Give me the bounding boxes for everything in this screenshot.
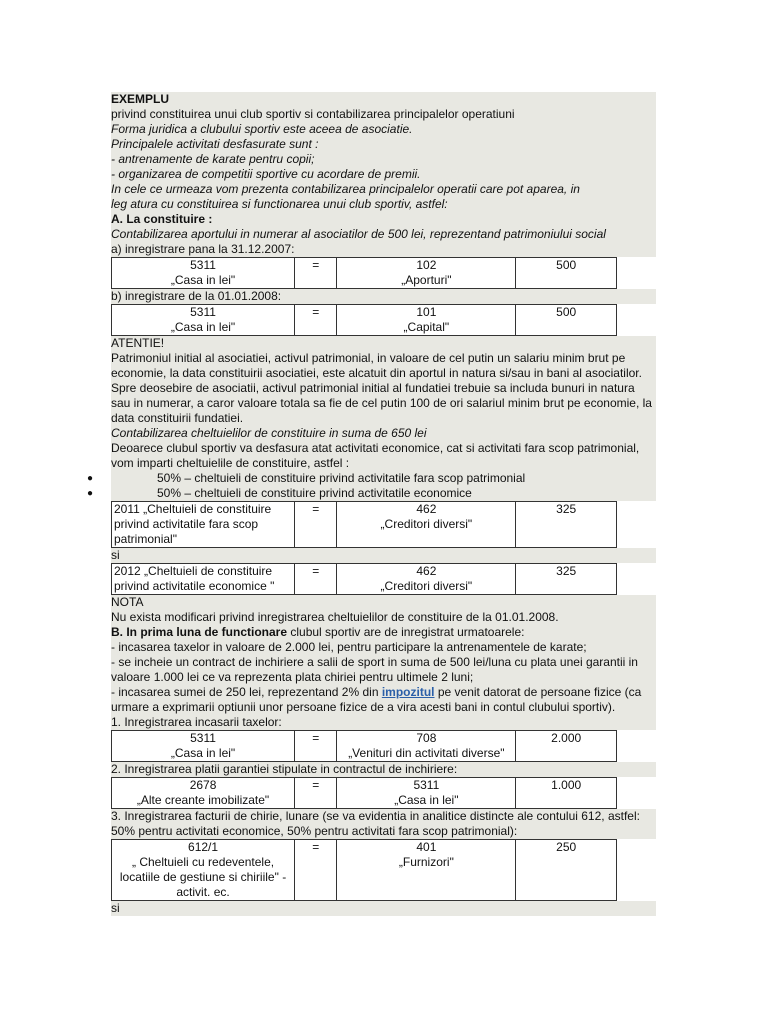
paragraph-italic: Contabilizarea cheltuielilor de constituire in suma de 650 lei	[111, 426, 656, 441]
debit-name: „Casa in lei"	[170, 746, 236, 760]
amount-cell: 2.000	[516, 731, 617, 762]
credit-cell	[337, 731, 516, 762]
debit-cell	[112, 731, 295, 762]
credit-cell	[337, 258, 516, 289]
section-a-subheading: Contabilizarea aportului in numerar al asociatilor de 500 lei, reprezentand patrimoniului social	[111, 227, 656, 242]
document-title: EXEMPLU	[111, 92, 656, 107]
document-page	[87, 92, 656, 916]
equals-cell: =	[295, 502, 337, 548]
journal-entry-table	[111, 501, 617, 548]
label-b: b) inregistrare de la 01.01.2008:	[111, 289, 656, 304]
journal-entry-table	[111, 257, 617, 289]
equals-cell: =	[295, 840, 337, 901]
journal-entry-table	[111, 304, 617, 336]
intro-line: - antrenamente de karate pentru copii;	[111, 152, 656, 167]
section-b-heading	[111, 625, 656, 640]
section-b-heading-bold: B. In prima luna de functionare	[111, 625, 288, 639]
paragraph: Deoarece clubul sportiv va desfasura atat activitati economice, cat si activitati fara scop patrimonial, vom imparti cheltuielile de constituire, astfel :	[111, 441, 656, 471]
equals-cell: =	[295, 778, 337, 809]
debit-name: „Casa in lei"	[170, 320, 236, 334]
step-label: 3. Inregistrarea facturii de chirie, lunare (se va evidentia in analitice distincte ale contului 612, astfel: 50% pentru activitati economice, 50% pentru activitati fara scop patrimonial):	[111, 809, 656, 839]
amount-cell: 250	[516, 840, 617, 901]
table-row	[112, 778, 617, 809]
credit-name: „Aporturi"	[401, 273, 452, 287]
debit-cell	[112, 778, 295, 809]
credit-name: „Furnizori"	[398, 855, 454, 869]
attention-label: ATENTIE!	[111, 336, 656, 351]
table-row	[112, 305, 617, 336]
credit-code: 462	[416, 564, 437, 578]
intro-line: In cele ce urmeaza vom prezenta contabilizarea principalelor operatii care pot aparea, in	[111, 182, 656, 197]
journal-entry-table	[111, 839, 617, 901]
credit-code: 102	[416, 258, 437, 272]
credit-name: „Casa in lei"	[394, 793, 459, 807]
credit-cell	[337, 305, 516, 336]
credit-cell	[337, 502, 516, 548]
paragraph: - incasarea taxelor in valoare de 2.000 lei, pentru participare la antrenamentele de karate;	[111, 640, 656, 655]
bullet-dot-icon: ●	[87, 488, 94, 499]
debit-cell	[112, 258, 295, 289]
impozit-link[interactable]: impozitul	[381, 685, 435, 699]
bullet-text: 50% – cheltuieli de constituire privind activitatile economice	[157, 486, 472, 500]
table-row	[112, 258, 617, 289]
credit-name: „Creditori diversi"	[380, 517, 473, 531]
bullet-item	[87, 471, 656, 486]
credit-code: 101	[416, 305, 437, 319]
table-row	[112, 840, 617, 901]
debit-name: „Alte creante imobilizate"	[136, 793, 270, 807]
bullet-dot-icon: ●	[87, 473, 94, 484]
section-a-heading: A. La constituire :	[111, 212, 656, 227]
credit-code: 401	[416, 840, 437, 854]
bullet-item	[87, 486, 656, 501]
debit-cell	[112, 840, 295, 901]
paragraph	[111, 685, 656, 715]
debit-code: 5311	[190, 731, 216, 745]
equals-cell: =	[295, 731, 337, 762]
journal-entry-table	[111, 563, 617, 595]
equals-cell: =	[295, 258, 337, 289]
credit-code: 708	[416, 731, 437, 745]
note-text: Nu exista modificari privind inregistrarea cheltuielilor de constituire de la 01.01.2008.	[111, 610, 656, 625]
intro-line: Principalele activitati desfasurate sunt :	[111, 137, 656, 152]
amount-cell: 325	[516, 502, 617, 548]
step-label: 2. Inregistrarea platii garantiei stipulate in contractul de inchiriere:	[111, 762, 656, 777]
debit-code: 2678	[189, 778, 217, 792]
credit-code: 462	[416, 502, 437, 516]
table-row	[112, 564, 617, 595]
table-row	[112, 731, 617, 762]
debit-code: 612/1	[188, 840, 219, 854]
intro-line: - organizarea de competitii sportive cu acordare de premii.	[111, 167, 656, 182]
debit-code: 5311	[190, 258, 216, 272]
label-a: a) inregistrare pana la 31.12.2007:	[111, 242, 656, 257]
debit-cell: 2012 „Cheltuieli de constituire privind activitatile economice "	[112, 564, 295, 595]
si-label: si	[111, 901, 656, 916]
intro-line: privind constituirea unui club sportiv si contabilizarea principalelor operatiuni	[111, 107, 656, 122]
credit-name: „Venituri din activitati diverse"	[348, 746, 505, 760]
debit-cell	[112, 305, 295, 336]
paragraph-text: pe venit datorat de persoane fizice (ca urmare a exprimarii optiunii unor persoane fizice de a vira acesti bani in contul clubului sportiv).	[111, 685, 642, 714]
credit-code: 5311	[413, 778, 440, 792]
debit-name: „Casa in lei"	[170, 273, 236, 287]
step-label: 1. Inregistrarea incasarii taxelor:	[111, 715, 656, 730]
intro-line: Forma juridica a clubului sportiv este aceea de asociatie.	[111, 122, 656, 137]
amount-cell: 500	[516, 258, 617, 289]
equals-cell: =	[295, 305, 337, 336]
credit-cell	[337, 778, 516, 809]
amount-cell: 325	[516, 564, 617, 595]
debit-name: „ Cheltuieli cu redeventele, locatiile de gestiune si chiriile" - activit. ec.	[119, 855, 287, 899]
journal-entry-table	[111, 730, 617, 762]
paragraph-text: - incasarea sumei de 250 lei, reprezentand 2% din	[111, 685, 382, 699]
credit-cell	[337, 564, 516, 595]
debit-code: 5311	[190, 305, 216, 319]
credit-name: „Creditori diversi"	[380, 579, 473, 593]
amount-cell: 500	[516, 305, 617, 336]
equals-cell: =	[295, 564, 337, 595]
note-label: NOTA	[111, 595, 656, 610]
paragraph: Spre deosebire de asociatii, activul patrimonial initial al fundatiei trebuie sa includa bunuri in natura sau in numerar, a caror valoare totala sa fie de cel putin 100 de ori salariul minim brut pe economie, la data constituirii fundatiei.	[111, 381, 656, 426]
debit-cell: 2011 „Cheltuieli de constituire privind activitatile fara scop patrimonial"	[112, 502, 295, 548]
section-b-heading-rest: clubul sportiv are de inregistrat urmatoarele:	[287, 625, 525, 639]
si-label: si	[111, 548, 656, 563]
credit-cell	[337, 840, 516, 901]
table-row	[112, 502, 617, 548]
paragraph: Patrimoniul initial al asociatiei, activul patrimonial, in valoare de cel putin un salariu minim brut pe economie, la data constituirii asociatiei, este alcatuit din aportul in natura si/sau in bani al asociatilor.	[111, 351, 656, 381]
intro-line: leg atura cu constituirea si functionarea unui club sportiv, astfel:	[111, 197, 656, 212]
journal-entry-table	[111, 777, 617, 809]
credit-name: „Capital"	[403, 320, 450, 334]
paragraph: - se incheie un contract de inchiriere a salii de sport in suma de 500 lei/luna cu plata unei garantii in valoare 1.000 lei ce va reprezenta plata chiriei pentru ultimele 2 luni;	[111, 655, 656, 685]
bullet-text: 50% – cheltuieli de constituire privind activitatile fara scop patrimonial	[157, 471, 526, 485]
amount-cell: 1.000	[516, 778, 617, 809]
